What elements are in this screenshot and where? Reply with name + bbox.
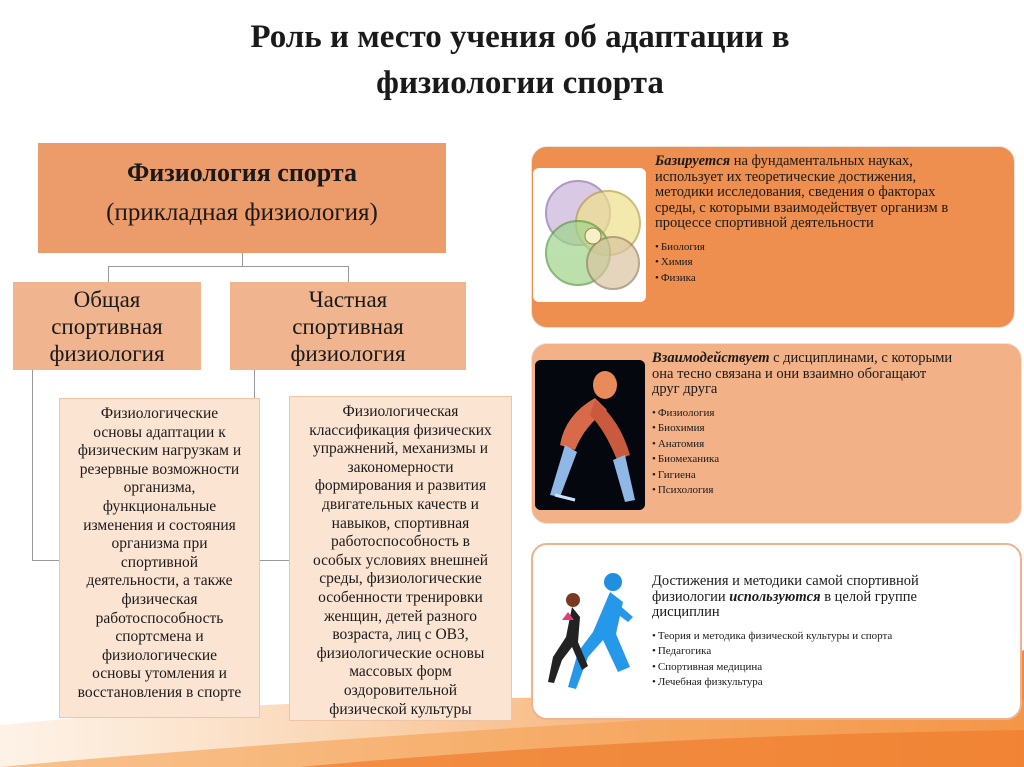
connector-left-horizontal [32, 560, 59, 561]
panel-line: среды, с которыми взаимодействует организм в [655, 199, 949, 216]
description-line: Физиологическая [342, 403, 459, 420]
connector-main-down [242, 253, 243, 267]
fundamental-sciences-text [655, 154, 1010, 286]
list-item: • Биология [655, 240, 1010, 256]
list-item: • Теория и методика физической культуры и спорта [652, 629, 1012, 645]
description-line: организма при [111, 535, 208, 553]
runners-icon [538, 562, 646, 702]
description-line: формирования и развития [314, 477, 487, 495]
description-line: упражнений, механизмы и [313, 440, 488, 458]
description-line: физическая [121, 590, 198, 608]
connector-right-down [348, 266, 349, 282]
description-line: массовых форм [349, 663, 452, 681]
panel-line: на фундаментальных науках, [730, 153, 913, 169]
description-line: изменения и состояния [83, 516, 236, 534]
panel-line: методики исследования, сведения о факторах [655, 184, 936, 200]
panel-line: друг друга [652, 381, 718, 397]
general-title-line: физиология [49, 340, 165, 366]
description-line: классификация физических [309, 421, 492, 439]
panel-line: Достижения и методики самой спортивной [652, 573, 919, 589]
panel-line: физиологии [652, 588, 730, 605]
list-item: • Спортивная медицина [652, 660, 1012, 676]
anatomy-sprinter-icon [535, 360, 645, 510]
connector-left-down [108, 266, 109, 282]
special-title-line: Частная [308, 286, 388, 312]
description-line: особых условиях внешней [312, 551, 489, 569]
special-title-line: физиология [290, 340, 406, 366]
related-disciplines-text [652, 351, 1017, 499]
list-item: • Гигиена [652, 468, 1017, 484]
description-line: основы адаптации к [93, 423, 226, 441]
description-line: Физиологические [100, 405, 219, 422]
panel-line: дисциплин [652, 604, 720, 620]
description-line: организма, [123, 479, 196, 497]
panel-line: использует их теоретические достижения, [655, 168, 917, 185]
description-line: среды, физиологические [319, 570, 482, 588]
panel-list [655, 240, 1010, 287]
description-line: физическим нагрузкам и [77, 442, 242, 460]
description-line: работоспособность в [331, 533, 470, 551]
list-item: • Биомеханика [652, 452, 1017, 468]
description-line: работоспособность [95, 609, 224, 627]
description-line: физиологические [101, 646, 218, 664]
description-line: деятельности, а также [86, 572, 233, 590]
panel-lead: Базируется [655, 153, 731, 169]
main-topic-box [38, 143, 446, 253]
description-line: оздоровительной [343, 681, 458, 699]
description-line: физиологические основы [316, 644, 485, 662]
description-line: функциональные [102, 497, 217, 515]
list-item: • Лечебная физкультура [652, 675, 1012, 691]
list-item: • Химия [655, 255, 1010, 271]
description-line: возраста, лиц с ОВЗ, [332, 626, 469, 644]
panel-line: процессе спортивной деятельности [655, 215, 874, 231]
page-title-line-1: Роль и место учения об адаптации в [250, 19, 790, 55]
description-line: восстановления в спорте [77, 683, 242, 701]
panel-line: с дисциплинами, с которыми [769, 350, 953, 366]
general-description-box [59, 398, 260, 718]
description-line: основы утомления и [92, 665, 227, 683]
connector-left-vertical [32, 370, 33, 560]
panel-lead: Взаимодействует [652, 350, 770, 366]
description-line: спортсмена и [115, 628, 204, 646]
description-line: особенности тренировки [318, 588, 483, 606]
panel-emphasis: используются [729, 588, 821, 605]
special-description-box [289, 396, 512, 721]
panel-list [652, 629, 1012, 691]
science-venn-icon [533, 168, 646, 302]
special-sports-physiology-box [230, 282, 466, 370]
page-title-line-2: физиологии спорта [376, 65, 664, 101]
list-item: • Педагогика [652, 644, 1012, 660]
list-item: • Анатомия [652, 437, 1017, 453]
list-item: • Психология [652, 483, 1017, 499]
list-item: • Биохимия [652, 421, 1017, 437]
page-title [170, 14, 870, 106]
description-line: женщин, детей разного [323, 607, 478, 625]
panel-line: в целой группе [820, 588, 917, 605]
panel-line: она тесно связана и они взаимно обогащают [652, 365, 927, 382]
connector-horizontal [108, 266, 348, 267]
general-sports-physiology-box [13, 282, 201, 370]
description-line: двигательных качеств и [322, 495, 479, 513]
description-line: спортивной [120, 553, 199, 571]
applied-disciplines-text [652, 574, 1012, 691]
panel-list [652, 406, 1017, 499]
description-line: физической культуры [329, 700, 472, 718]
main-topic-title: Физиология спорта [126, 158, 358, 187]
general-title-line: Общая [73, 286, 141, 312]
description-line: резервные возможности [79, 460, 240, 478]
special-title-line: спортивная [292, 313, 404, 339]
list-item: • Физика [655, 271, 1010, 287]
main-topic-subtitle: (прикладная физиология) [106, 199, 378, 226]
description-line: навыков, спортивная [331, 514, 470, 532]
list-item: • Физиология [652, 406, 1017, 422]
general-title-line: спортивная [51, 313, 163, 339]
description-line: закономерности [347, 458, 454, 476]
